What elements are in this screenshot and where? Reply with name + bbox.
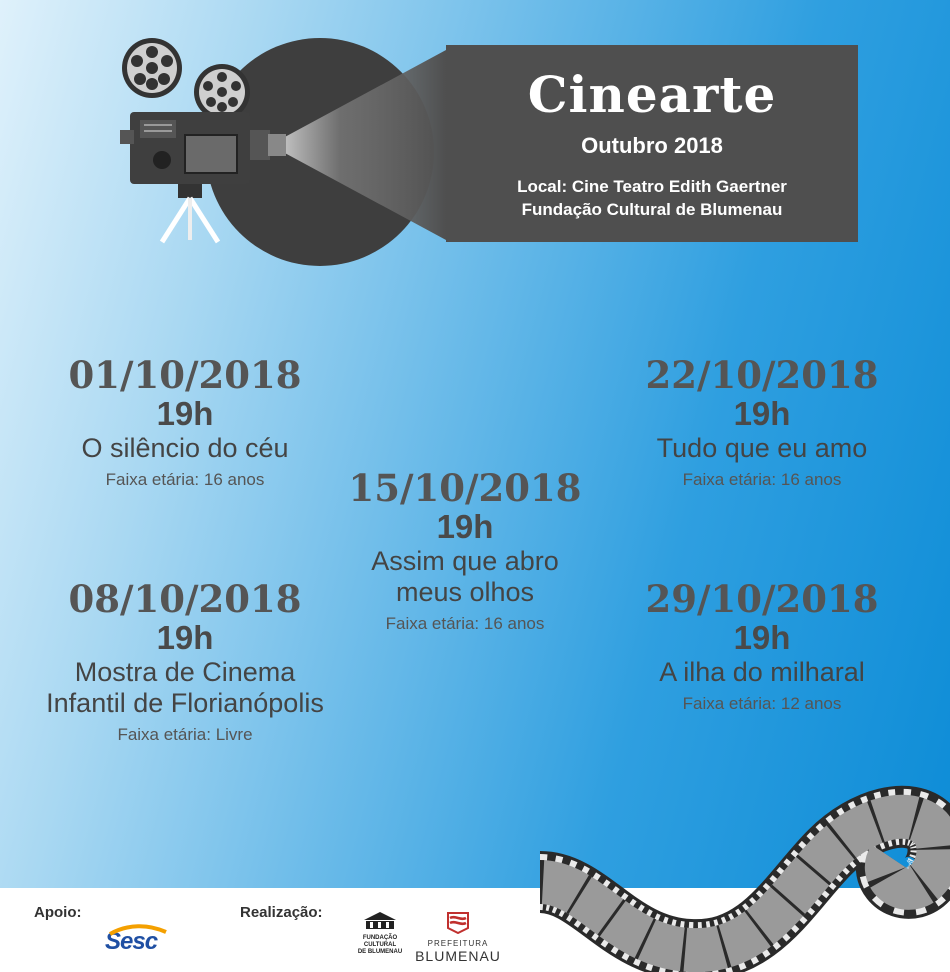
session-date: 15/10/2018 bbox=[348, 466, 582, 510]
session-card bbox=[612, 355, 912, 492]
session-film-line1: Assim que abro bbox=[371, 546, 559, 576]
session-film: Tudo que eu amo bbox=[656, 433, 868, 463]
city-flag-icon bbox=[445, 910, 471, 934]
session-date: 08/10/2018 bbox=[68, 577, 302, 621]
session-time: 19h bbox=[733, 619, 791, 656]
session-rating: Faixa etária: 16 anos bbox=[385, 614, 545, 633]
session-card bbox=[35, 579, 335, 747]
title-box bbox=[446, 45, 858, 242]
fcb-line: CULTURAL bbox=[363, 942, 397, 948]
session-card bbox=[315, 468, 615, 636]
session-time: 19h bbox=[156, 619, 214, 656]
theater-building-icon bbox=[360, 910, 400, 930]
prefeitura-logo bbox=[408, 910, 508, 964]
sesc-swoosh-icon bbox=[108, 924, 168, 938]
session-date: 22/10/2018 bbox=[645, 353, 879, 397]
blumenau-label: BLUMENAU bbox=[415, 948, 501, 964]
event-title: Cinearte bbox=[527, 65, 777, 124]
session-time: 19h bbox=[156, 395, 214, 432]
session-date: 29/10/2018 bbox=[645, 577, 879, 621]
session-card bbox=[612, 579, 912, 716]
session-rating: Faixa etária: 16 anos bbox=[682, 470, 842, 489]
organization-text: Fundação Cultural de Blumenau bbox=[521, 200, 783, 219]
session-date: 01/10/2018 bbox=[68, 353, 302, 397]
session-film-line2: Infantil de Florianópolis bbox=[46, 688, 324, 718]
venue-text: Local: Cine Teatro Edith Gaertner bbox=[517, 177, 787, 196]
sesc-logo: Sesc bbox=[105, 928, 158, 955]
fcb-line: FUNDAÇÃO bbox=[362, 935, 398, 941]
session-film: A ilha do milharal bbox=[659, 657, 865, 687]
session-time: 19h bbox=[733, 395, 791, 432]
film-strip-icon bbox=[530, 772, 950, 972]
prefeitura-label: PREFEITURA bbox=[427, 939, 489, 948]
film-projector-icon bbox=[100, 30, 300, 250]
fcb-logo bbox=[355, 910, 405, 956]
session-time: 19h bbox=[436, 508, 494, 545]
event-month: Outubro 2018 bbox=[581, 133, 723, 158]
session-card bbox=[35, 355, 335, 492]
session-film: O silêncio do céu bbox=[81, 433, 289, 463]
session-rating: Faixa etária: 12 anos bbox=[682, 694, 842, 713]
session-film-line2: meus olhos bbox=[395, 577, 535, 607]
realization-label: Realização: bbox=[240, 904, 323, 921]
support-label: Apoio: bbox=[34, 904, 82, 921]
session-film-line1: Mostra de Cinema bbox=[74, 657, 296, 687]
session-rating: Faixa etária: 16 anos bbox=[105, 470, 265, 489]
session-rating: Faixa etária: Livre bbox=[117, 725, 253, 744]
fcb-line: DE BLUMENAU bbox=[357, 949, 403, 955]
